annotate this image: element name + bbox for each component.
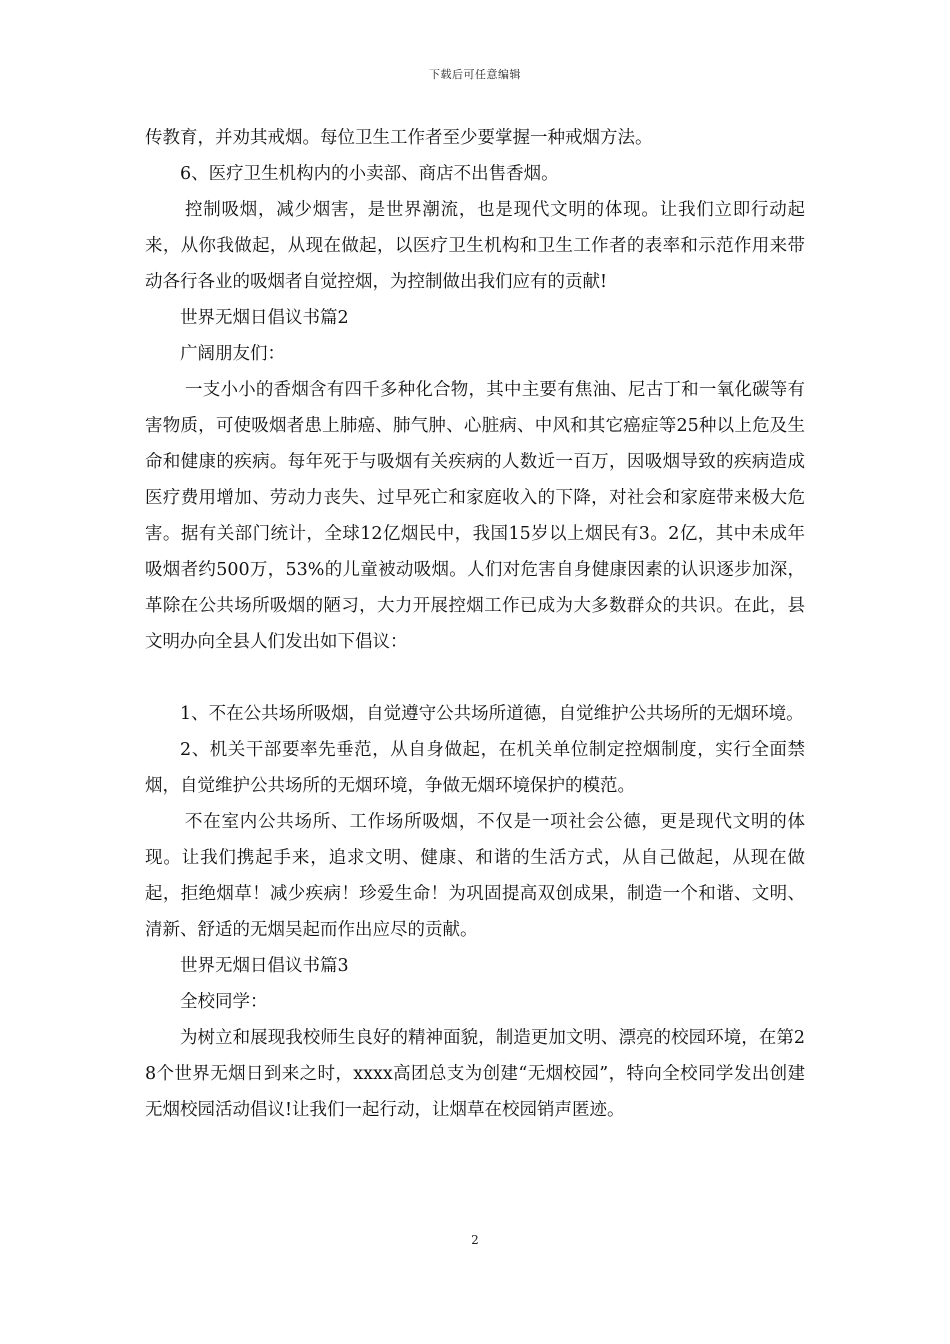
paragraph-continuation: 传教育，并劝其戒烟。每位卫生工作者至少要掌握一种戒烟方法。 <box>145 128 653 148</box>
document-body <box>145 120 805 1128</box>
salutation-students: 全校同学： <box>180 992 268 1012</box>
page-header: 下载后可任意编辑 <box>429 68 521 81</box>
paragraph-control-smoking: 控制吸烟，减少烟害，是世界潮流，也是现代文明的体现。让我们立即行动起来，从你我做起，从现在做起，以医疗卫生机构和卫生工作者的表率和示范作用来带动各行各业的吸烟者自觉控烟，为控制做出我们应有的贡献! <box>145 200 805 292</box>
section-heading-2: 世界无烟日倡议书篇2 <box>180 308 349 328</box>
salutation-friends: 广阔朋友们： <box>180 344 285 364</box>
paragraph-smoke-free-campus: 为树立和展现我校师生良好的精神面貌，制造更加文明、漂亮的校园环境，在第28个世界无烟日到来之时，xxxx高团总支为创建“无烟校园”，特向全校同学发出创建无烟校园活动倡议!让我们一起行动，让烟草在校园销声匿迹。 <box>145 1028 805 1120</box>
section-heading-3: 世界无烟日倡议书篇3 <box>180 956 349 976</box>
list-item-2: 2、机关干部要率先垂范，从自身做起，在机关单位制定控烟制度，实行全面禁烟，自觉维护公共场所的无烟环境，争做无烟环境保护的模范。 <box>145 740 805 796</box>
list-item-6: 6、医疗卫生机构内的小卖部、商店不出售香烟。 <box>180 164 559 184</box>
list-item-1: 1、不在公共场所吸烟，自觉遵守公共场所道德，自觉维护公共场所的无烟环境。 <box>180 704 804 724</box>
page-number: 2 <box>471 1233 479 1247</box>
paragraph-cigarette-harm: 一支小小的香烟含有四千多种化合物，其中主要有焦油、尼古丁和一氧化碳等有害物质，可使吸烟者患上肺癌、肺气肿、心脏病、中风和其它癌症等25种以上危及生命和健康的疾病。每年死于与吸烟有关疾病的人数近一百万，因吸烟导致的疾病造成医疗费用增加、劳动力丧失、过早死亡和家庭收入的下降，对社会和家庭带来极大危害。据有关部门统计，全球12亿烟民中，我国15岁以上烟民有3。2亿，其中未成年吸烟者约500万，53%的儿童被动吸烟。人们对危害自身健康因素的认识逐步加深，革除在公共场所吸烟的陋习，大力开展控烟工作已成为大多数群众的共识。在此，县文明办向全县人们发出如下倡议： <box>145 380 805 652</box>
blank-line <box>145 660 805 696</box>
paragraph-no-smoking-indoors: 不在室内公共场所、工作场所吸烟，不仅是一项社会公德，更是现代文明的体现。让我们携起手来，追求文明、健康、和谐的生活方式，从自己做起，从现在做起，拒绝烟草！减少疾病！珍爱生命！为巩固提高双创成果，制造一个和谐、文明、清新、舒适的无烟吴起而作出应尽的贡献。 <box>145 812 805 940</box>
